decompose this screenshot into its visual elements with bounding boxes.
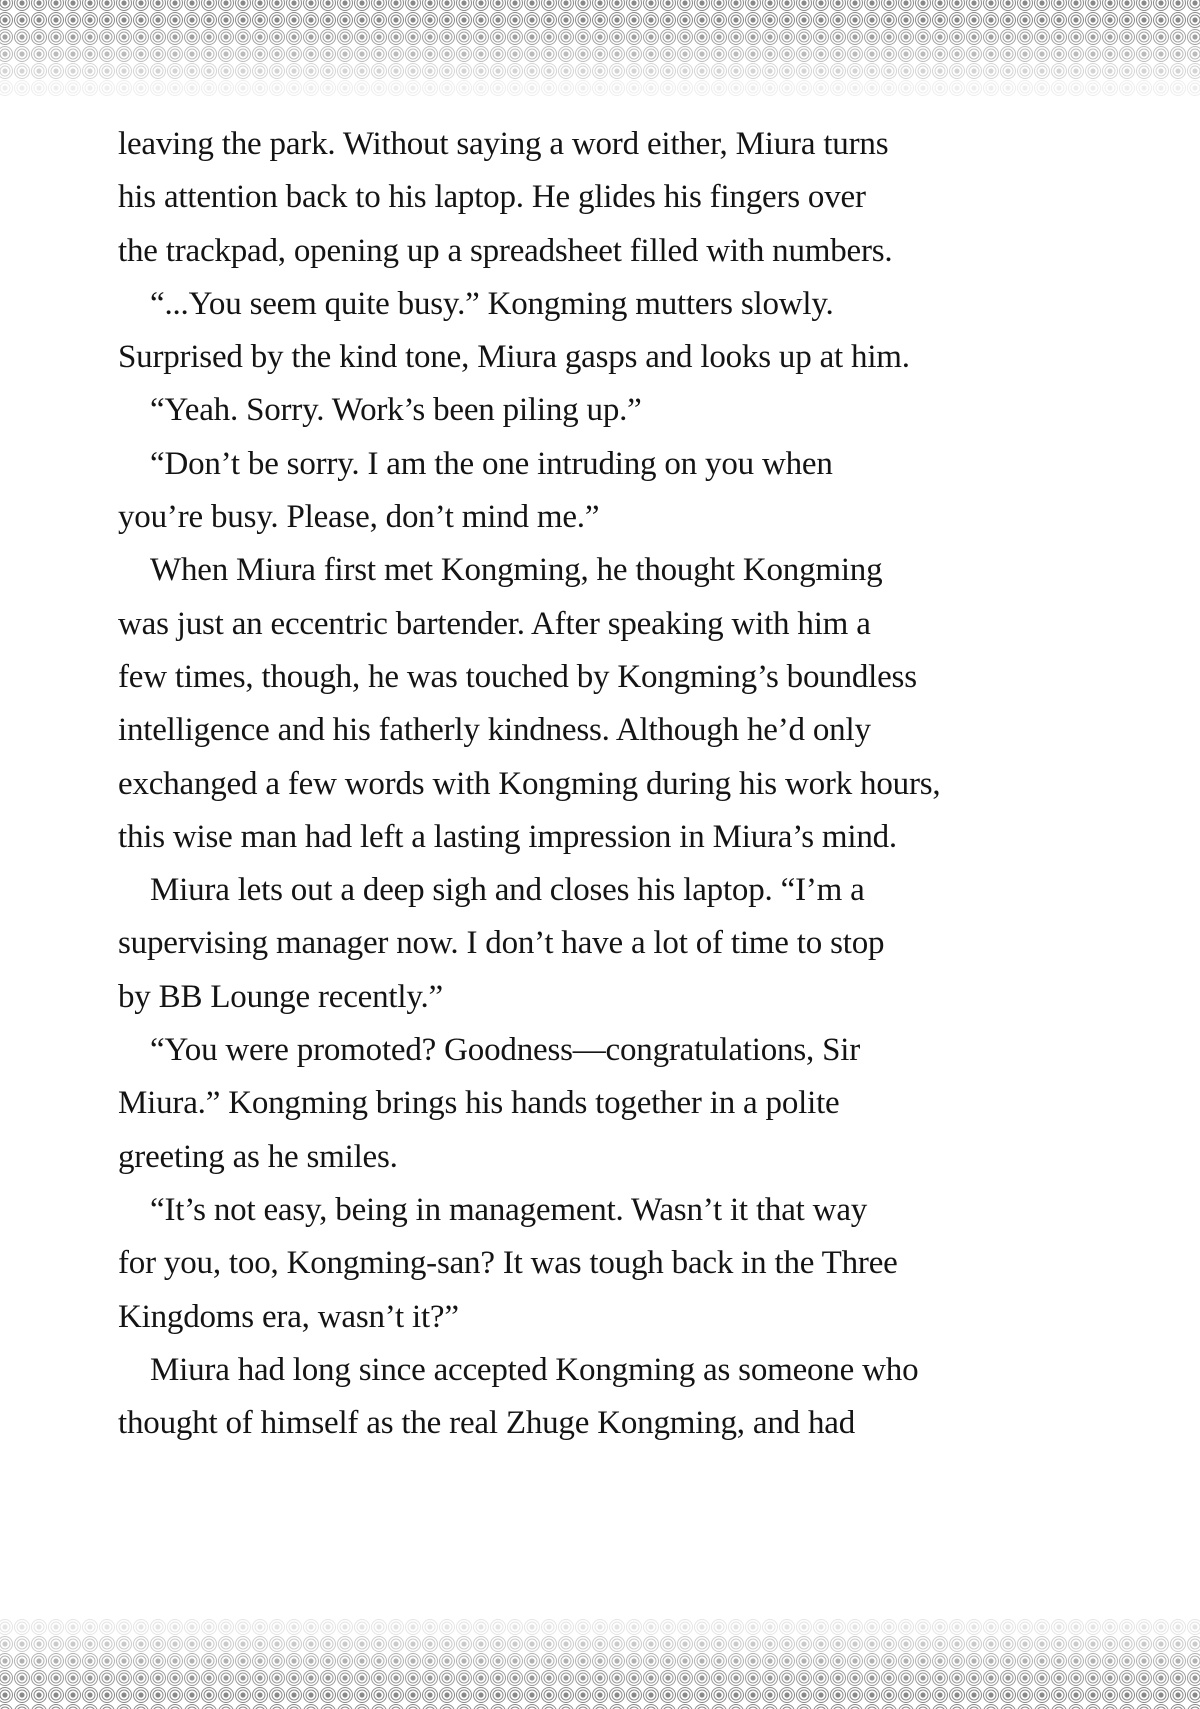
text-line: leaving the park. Without saying a word either, Miura turns: [118, 126, 889, 162]
text-line: “It’s not easy, being in management. Wasn’t it that way: [150, 1191, 868, 1228]
decorative-pattern-bottom: [0, 1589, 1200, 1709]
text-line: few times, though, he was touched by Kongming’s boundless: [118, 658, 917, 695]
text-line: When Miura first met Kongming, he thought Kongming: [150, 552, 883, 589]
text-line: you’re busy. Please, don’t mind me.”: [118, 499, 600, 536]
text-line: Surprised by the kind tone, Miura gasps and looks up at him.: [118, 339, 910, 376]
concentric-circle-pattern-icon: [0, 1589, 1200, 1709]
text-line: Miura had long since accepted Kongming as someone who: [150, 1351, 919, 1388]
text-line: supervising manager now. I don’t have a lot of time to stop: [118, 925, 885, 962]
text-line: “You were promoted? Goodness—congratulations, Sir: [150, 1032, 860, 1069]
text-line: thought of himself as the real Zhuge Kongming, and had: [118, 1405, 856, 1442]
text-line: by BB Lounge recently.”: [118, 978, 443, 1015]
page-body-text: [118, 118, 1018, 1450]
text-line: was just an eccentric bartender. After speaking with him a: [118, 605, 871, 642]
text-line: his attention back to his laptop. He glides his fingers over: [118, 179, 866, 216]
text-line: Miura lets out a deep sigh and closes his laptop. “I’m a: [150, 872, 865, 909]
text-line: Kingdoms era, wasn’t it?”: [118, 1298, 459, 1335]
text-line: greeting as he smiles.: [118, 1138, 398, 1175]
text-line: this wise man had left a lasting impression in Miura’s mind.: [118, 818, 897, 855]
text-line: Miura.” Kongming brings his hands together in a polite: [118, 1085, 840, 1122]
concentric-circle-pattern-icon: [0, 0, 1200, 120]
text-line: exchanged a few words with Kongming during his work hours,: [118, 765, 941, 802]
text-line: “Yeah. Sorry. Work’s been piling up.”: [150, 392, 642, 429]
decorative-pattern-top: [0, 0, 1200, 120]
text-line: intelligence and his fatherly kindness. Although he’d only: [118, 712, 871, 749]
text-line: for you, too, Kongming-san? It was tough back in the Three: [118, 1245, 898, 1282]
text-line: “Don’t be sorry. I am the one intruding on you when: [150, 445, 833, 482]
text-line: the trackpad, opening up a spreadsheet filled with numbers.: [118, 232, 893, 269]
text-line: “...You seem quite busy.” Kongming mutters slowly.: [150, 285, 834, 322]
